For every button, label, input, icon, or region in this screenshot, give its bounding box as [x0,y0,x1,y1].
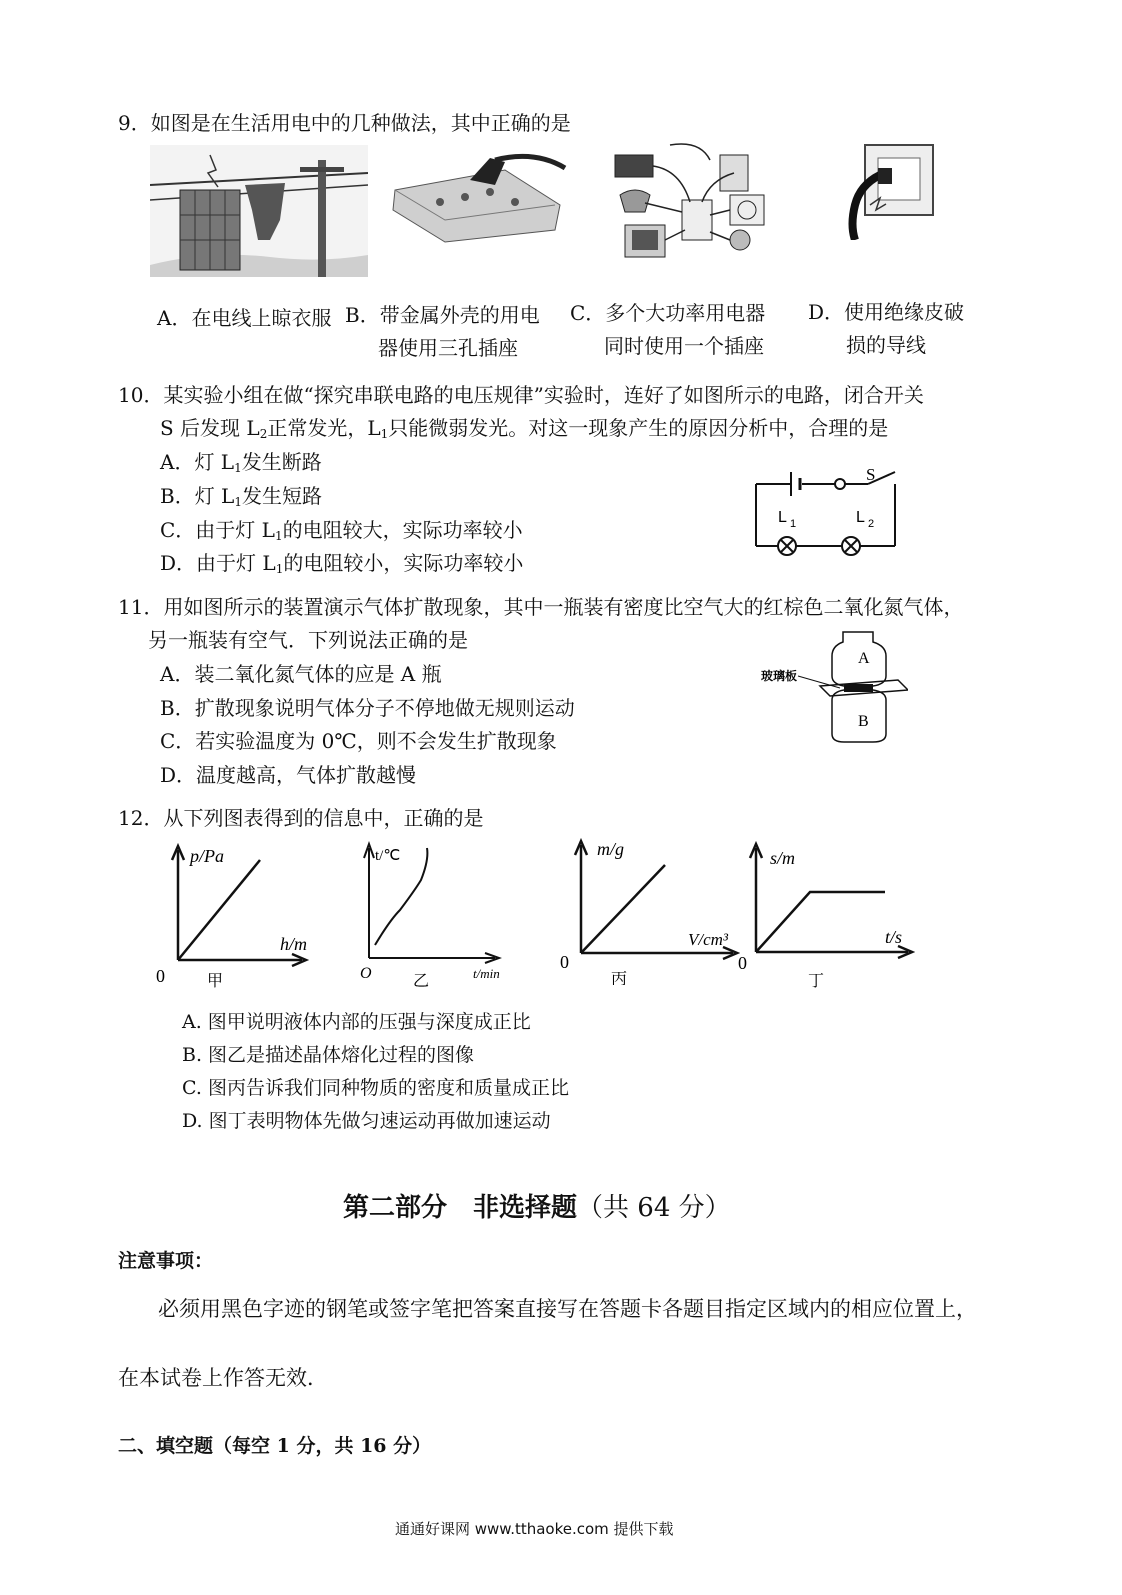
graph-yi-ylabel: t/℃ [375,848,401,864]
q10-stem-line1: 10．某实验小组在做“探究串联电路的电压规律”实验时，连好了如图所示的电路，闭合开关 [118,383,924,407]
q12-stem: 12．从下列图表得到的信息中，正确的是 [118,806,484,830]
graph-yi-xlabel: t/min [473,966,500,981]
graph-bing-caption: 丙 [611,969,628,985]
graph-jia-ylabel: p/Pa [190,846,224,866]
graph-jia-xlabel: h/m [280,934,307,954]
lamp1-label: L [778,509,787,526]
q9-option-b-line2: 器使用三孔插座 [378,336,518,360]
graph-yi-caption: 乙 [413,971,430,990]
lamp2-subscript: 2 [868,518,875,530]
q12-option-b: B. 图乙是描述晶体熔化过程的图像 [182,1044,475,1066]
footer-text: 通通好课网 www.tthaoke.com 提供下载 [395,1520,674,1538]
q9-option-d-line2: 损的导线 [846,333,926,357]
q10-option-d: D．由于灯 $L_1$的电阻较小，实际功率较小 [160,551,524,576]
graph-jia [150,840,325,990]
q10-option-b: B．灯 $L_1$发生短路 [160,484,322,509]
power-strip-image [385,150,570,245]
q10-option-a: A．灯 $L_1$发生断路 [160,450,322,475]
q11-option-d: D．温度越高，气体扩散越慢 [160,763,417,787]
q9-option-c-line2: 同时使用一个插座 [604,334,764,358]
graph-ding-caption: 丁 [808,971,825,990]
q11-stem-line1: 11．用如图所示的装置演示气体扩散现象，其中一瓶装有密度比空气大的红棕色二氧化氮气体， [118,595,964,619]
q11-option-c: C．若实验温度为 0℃，则不会发生扩散现象 [160,729,557,753]
switch-label: S [866,465,876,484]
q10-stem-line2: S 后发现 $L_2$正常发光，$L_1$只能微弱发光。对这一现象产生的原因分析中，合理的是 [160,416,889,441]
graph-jia-origin: 0 [156,966,165,986]
q11-option-a: A．装二氧化氮气体的应是 A 瓶 [160,662,442,686]
graph-bing-origin: 0 [560,952,569,972]
q9-option-a: A．在电线上晾衣服 [157,306,332,330]
lamp1-subscript: 1 [790,518,797,530]
q9-stem: 9．如图是在生活用电中的几种做法，其中正确的是 [118,111,571,135]
graph-yi-origin: O [360,965,372,982]
q9-option-d: D．使用绝缘皮破 [808,300,965,324]
graph-yi [355,840,520,990]
damaged-wire-image [840,140,938,240]
lamp2-label: L [856,509,865,526]
q12-option-d: D. 图丁表明物体先做匀速运动再做加速运动 [182,1110,551,1132]
overloaded-socket-image [610,140,780,265]
gas-diffusion-apparatus [758,628,908,753]
bottle-b-label: B [858,713,869,730]
graph-ding [730,838,915,990]
clothes-on-wire-image [150,145,368,277]
glass-plate-label: 玻璃板 [761,669,798,683]
series-circuit-diagram [750,460,910,560]
graph-jia-caption: 甲 [207,971,224,990]
graph-ding-xlabel: t/s [885,927,903,947]
q10-option-c: C．由于灯 $L_1$的电阻较大，实际功率较小 [160,518,523,543]
q11-stem-line2: 另一瓶装有空气．下列说法正确的是 [148,628,468,652]
graph-ding-ylabel: s/m [770,848,796,868]
notice-line1: 必须用黑色字迹的钢笔或签字笔把答案直接写在答题卡各题目指定区域内的相应位置上， [158,1297,977,1321]
part2-heading: 第二部分 非选择题（共 64 分） [343,1193,731,1223]
q9-option-b: B．带金属外壳的用电 [345,303,540,327]
graph-ding-origin: 0 [738,953,747,973]
q11-option-b: B．扩散现象说明气体分子不停地做无规则运动 [160,696,575,720]
bottle-a-label: A [858,650,870,667]
q9-option-c: C．多个大功率用电器 [570,301,766,325]
section2-heading: 二、填空题（每空 1 分，共 16 分） [118,1435,432,1457]
notice-label: 注意事项： [118,1250,214,1272]
graph-bing-xlabel: V/cm³ [688,930,729,949]
q12-option-a: A. 图甲说明液体内部的压强与深度成正比 [182,1011,531,1033]
notice-line2: 在本试卷上作答无效． [118,1366,328,1390]
graph-bing-ylabel: m/g [597,839,624,859]
graph-bing [555,835,740,985]
q12-option-c: C. 图丙告诉我们同种物质的密度和质量成正比 [182,1077,569,1099]
